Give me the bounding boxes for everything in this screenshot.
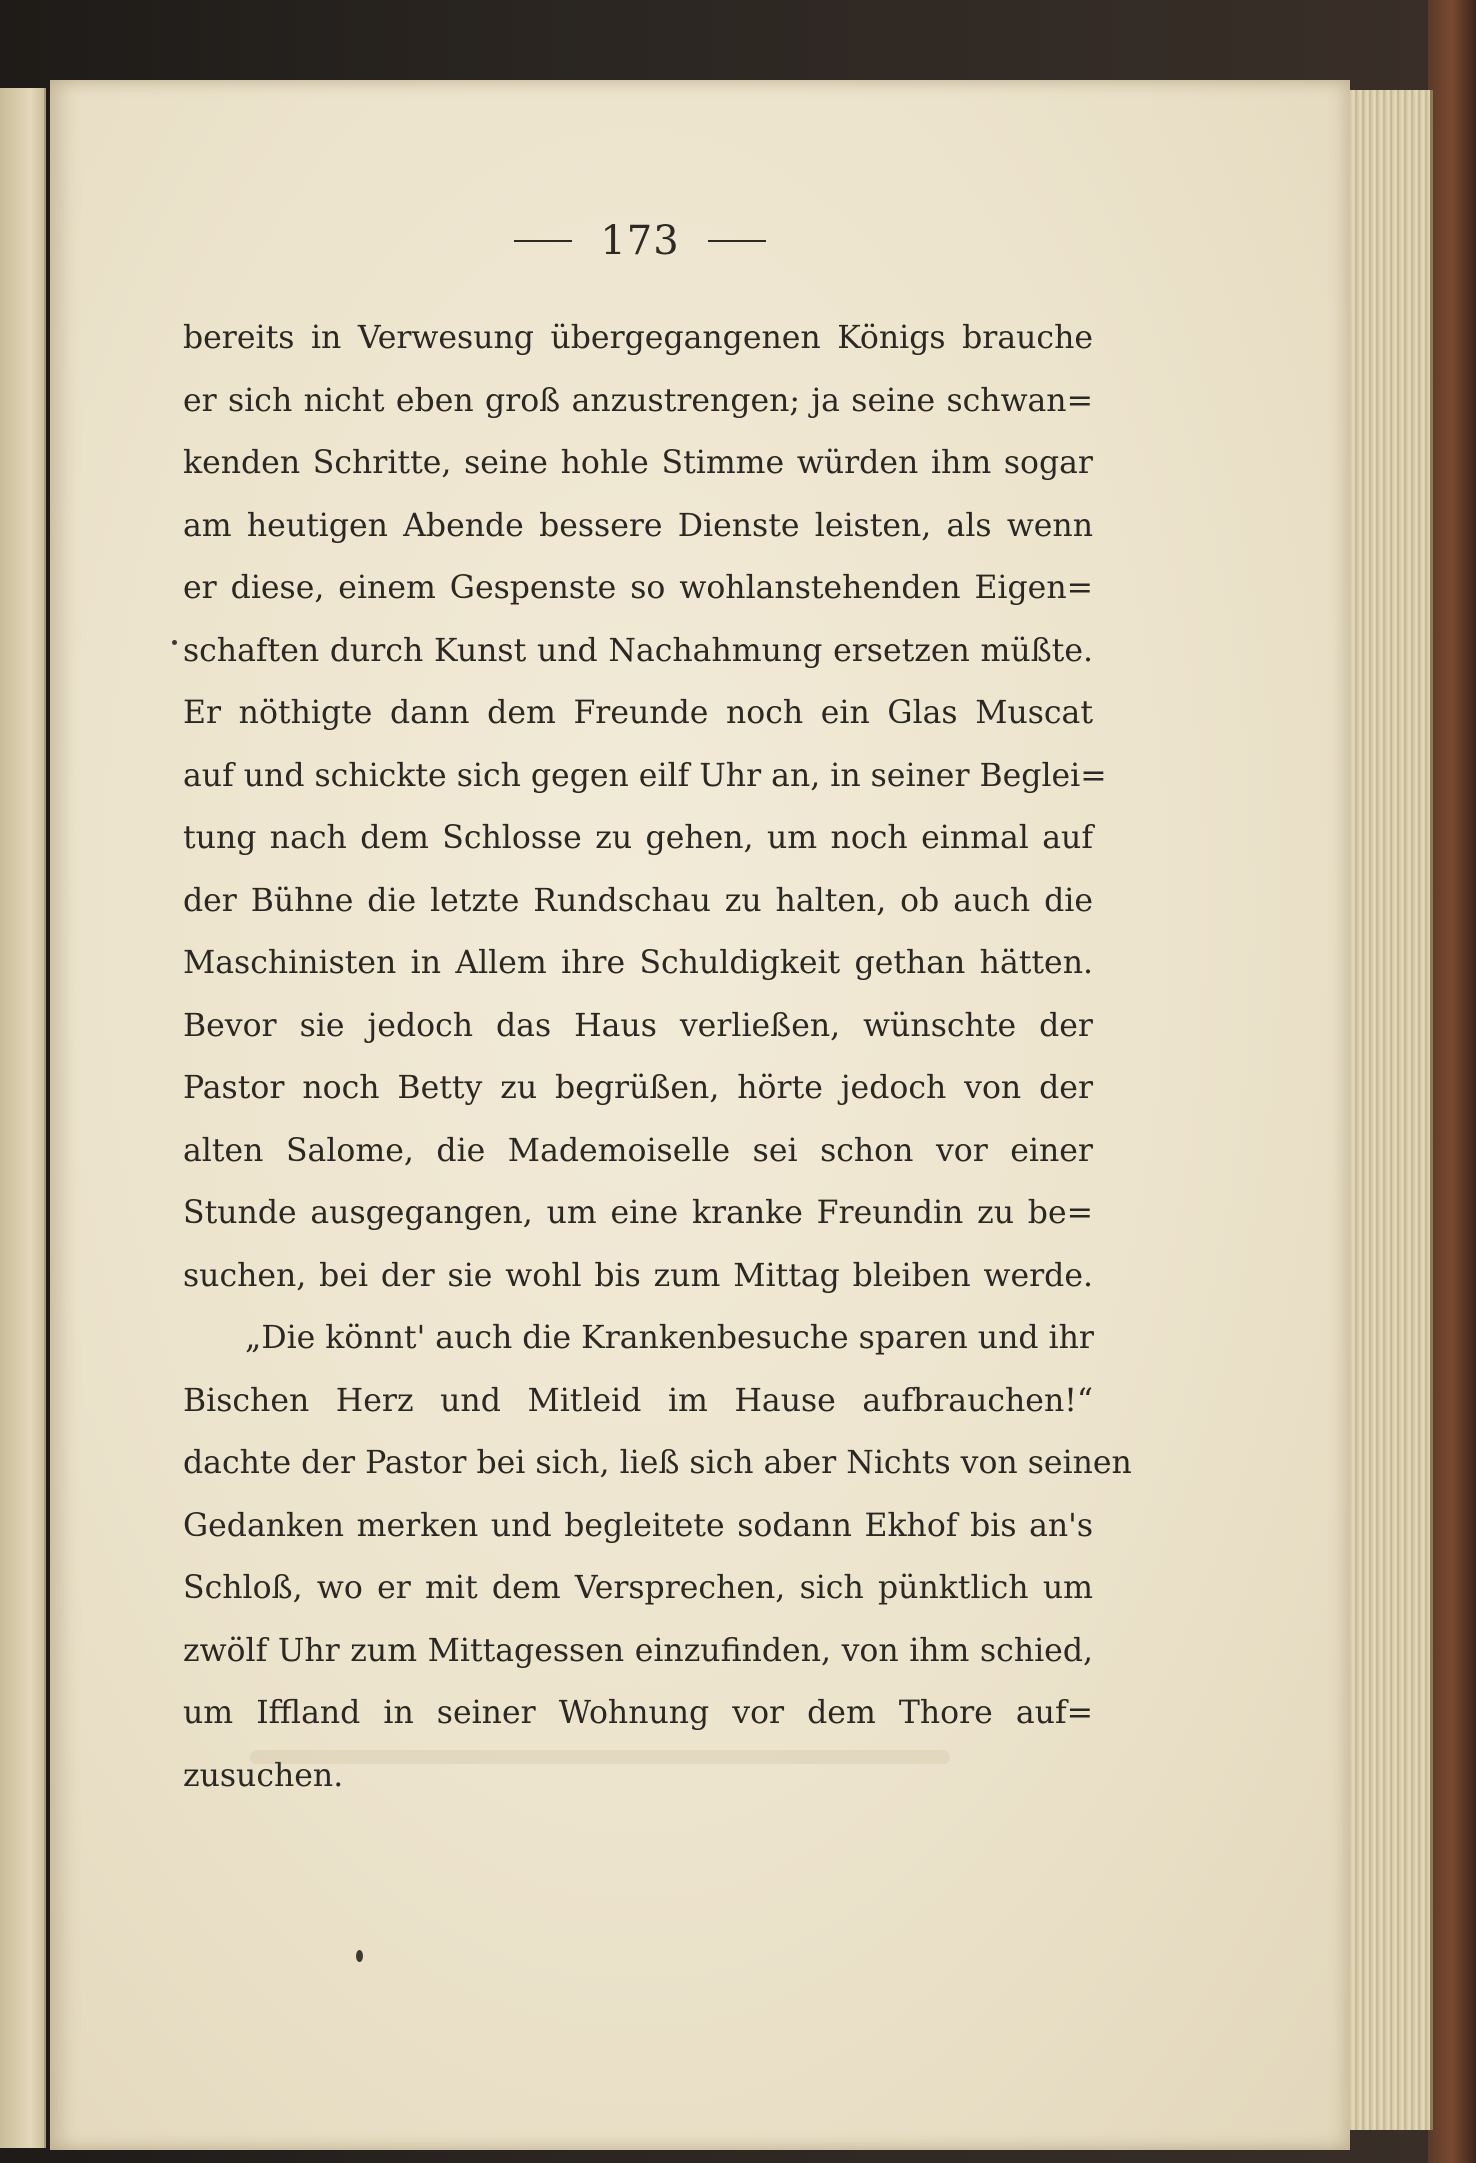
text-line: Maschinisten in Allem ihre Schuldigkeit gethan hätten. (183, 945, 1093, 981)
text-line: bereits in Verwesung übergegangenen Königs brauche (183, 320, 1093, 356)
facing-page-edge (0, 88, 46, 2148)
text-line: Gedanken merken und begleitete sodann Ekhof bis an's (183, 1507, 1093, 1544)
text-line: Pastor noch Betty zu begrüßen, hörte jedoch von der (183, 1070, 1093, 1106)
text-line: er sich nicht eben groß anzustrengen; ja seine schwan= (183, 382, 1093, 419)
text-line: Stunde ausgegangen, um eine kranke Freundin zu be= (183, 1195, 1093, 1231)
text-line: auf und schickte sich gegen eilf Uhr an, in seiner Beglei= (183, 757, 1107, 794)
text-line: suchen, bei der sie wohl bis zum Mittag bleiben werde. (183, 1257, 1093, 1294)
body-text (183, 307, 1132, 1807)
text-line: Schloß, wo er mit dem Versprechen, sich pünktlich um (183, 1570, 1093, 1606)
text-line: um Iffland in seiner Wohnung vor dem Thore auf= (183, 1695, 1093, 1731)
ink-speck (356, 1950, 363, 1962)
text-line: „Die könnt' auch die Krankenbesuche sparen und ihr (245, 1320, 1094, 1356)
text-line: kenden Schritte, seine hohle Stimme würden ihm sogar (183, 445, 1093, 481)
text-line: am heutigen Abende bessere Dienste leisten, als wenn (183, 507, 1093, 544)
ink-speck (172, 640, 177, 645)
text-line: Bevor sie jedoch das Haus verließen, wünschte der (183, 1007, 1093, 1044)
text-line: schaften durch Kunst und Nachahmung ersetzen müßte. (183, 632, 1093, 669)
text-line: Bischen Herz und Mitleid im Hause aufbrauchen!“ (183, 1382, 1093, 1419)
book-cover-edge (1428, 0, 1476, 2163)
text-line: zwölf Uhr zum Mittagessen einzufinden, von ihm schied, (183, 1632, 1093, 1669)
header-dash-right (708, 240, 766, 242)
text-line: der Bühne die letzte Rundschau zu halten, ob auch die (183, 882, 1093, 919)
text-line: alten Salome, die Mademoiselle sei schon vor einer (183, 1132, 1093, 1169)
text-line: Er nöthigte dann dem Freunde noch ein Glas Muscat (183, 695, 1093, 731)
text-line: tung nach dem Schlosse zu gehen, um noch einmal auf (183, 820, 1093, 856)
page-header (490, 218, 790, 264)
text-line: er diese, einem Gespenste so wohlanstehenden Eigen= (183, 570, 1093, 606)
page-number: 173 (600, 218, 680, 264)
header-dash-left (514, 240, 572, 242)
text-line: zusuchen. (183, 1757, 344, 1794)
text-line: dachte der Pastor bei sich, ließ sich aber Nichts von seinen (183, 1445, 1132, 1481)
paper-smudge (250, 1750, 950, 1764)
